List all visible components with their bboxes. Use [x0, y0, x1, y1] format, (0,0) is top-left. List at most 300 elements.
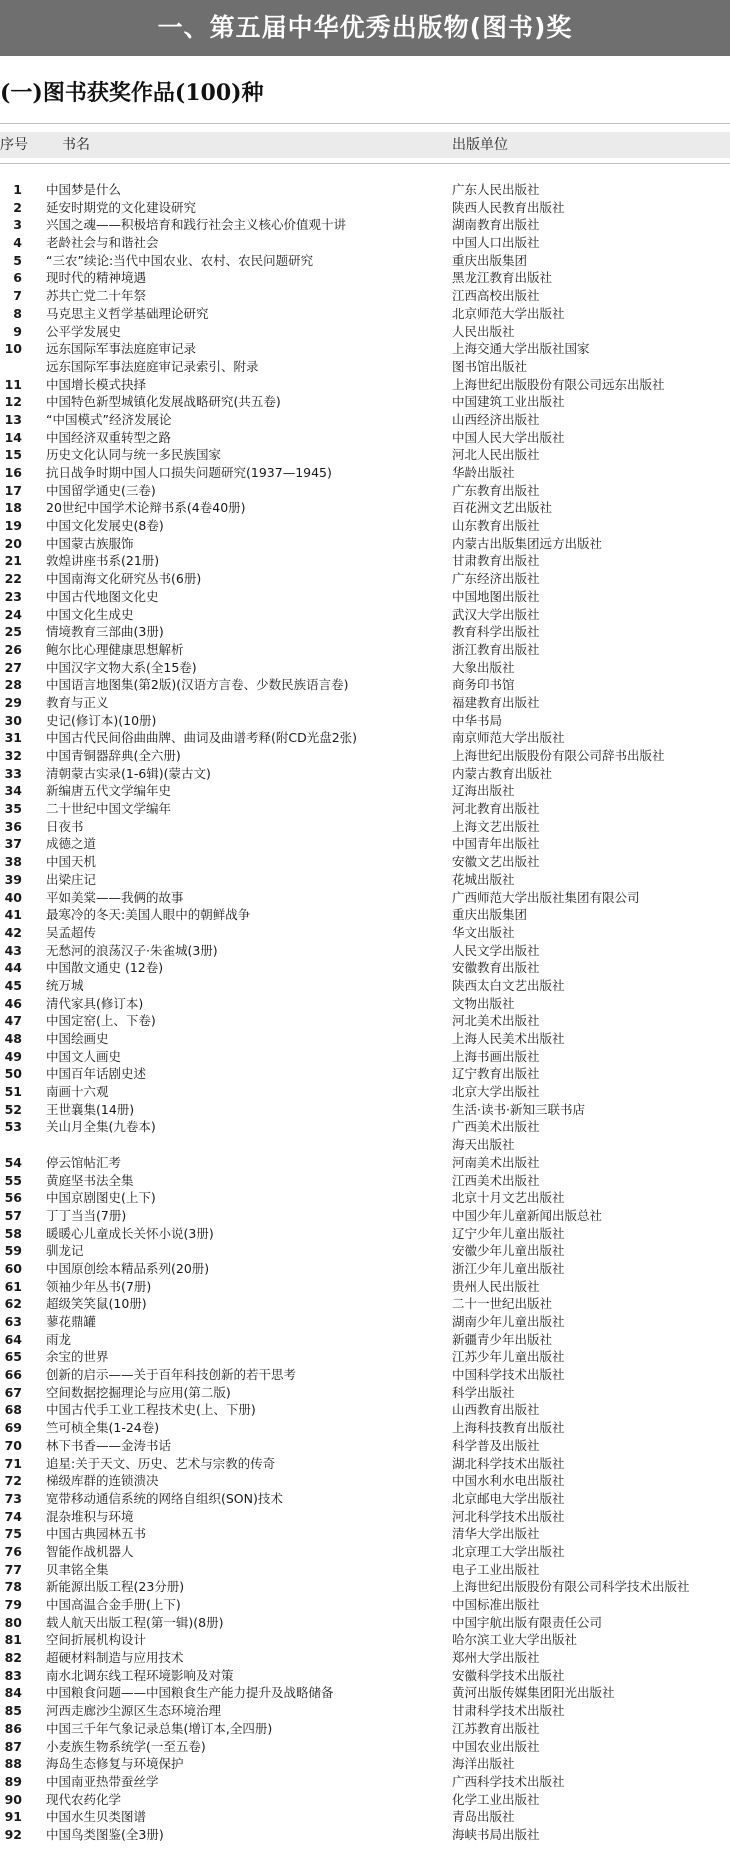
book-title: 中国散文通史 (12卷) [46, 960, 164, 976]
row-number: 71 [4, 1455, 22, 1471]
publisher-name: 清华大学出版社 [452, 1526, 540, 1542]
publisher-name: 浙江教育出版社 [452, 641, 540, 657]
book-title: 中国古代地图文化史 [46, 588, 159, 604]
table-row [0, 1260, 730, 1278]
table-row [0, 305, 730, 323]
row-number: 48 [4, 1031, 22, 1046]
book-title: 清代家具(修订本) [46, 995, 144, 1011]
table-row [0, 747, 730, 765]
row-number: 81 [4, 1632, 22, 1648]
table-row [0, 1667, 730, 1685]
table-row [0, 782, 730, 800]
publisher-name: 广西科学技术出版社 [452, 1773, 565, 1789]
table-row [0, 1366, 730, 1384]
book-title: 空间数据挖掘理论与应用(第二版) [46, 1384, 231, 1400]
publisher-name: 新疆青少年出版社 [452, 1331, 553, 1347]
row-number: 38 [4, 854, 22, 870]
table-row [0, 1189, 730, 1207]
row-number: 42 [4, 924, 22, 940]
book-title: 追星:关于天文、历史、艺术与宗教的传奇 [46, 1455, 276, 1471]
table-row [0, 1720, 730, 1738]
row-number: 72 [4, 1473, 22, 1489]
book-title: 情境教育三部曲(3册) [46, 624, 164, 640]
publisher-name: 上海书画出版社 [452, 1048, 540, 1064]
row-number: 26 [4, 641, 22, 657]
book-title: 中国百年话剧史述 [46, 1066, 147, 1082]
publisher-name: 南京师范大学出版社 [452, 730, 565, 746]
publisher-name: 电子工业出版社 [452, 1561, 540, 1577]
row-number: 90 [4, 1791, 22, 1807]
table-row [0, 1773, 730, 1791]
publisher-name: 广东教育出版社 [452, 482, 540, 498]
table-row [0, 641, 730, 659]
book-title: 现时代的精神境遇 [46, 270, 147, 286]
publisher-name: 科学出版社 [452, 1384, 515, 1400]
row-number: 74 [4, 1508, 22, 1524]
table-row [0, 871, 730, 889]
publisher-name: 福建教育出版社 [452, 694, 540, 710]
table-row [0, 1065, 730, 1083]
table-row [0, 393, 730, 411]
publisher-name: 上海世纪出版股份有限公司远东出版社 [452, 376, 665, 392]
table-row [0, 835, 730, 853]
book-title: 蓼花鼎罐 [46, 1314, 97, 1329]
table-row [0, 924, 730, 942]
table-row [0, 1401, 730, 1419]
table-row [0, 199, 730, 217]
row-number: 56 [4, 1190, 22, 1206]
table-row [0, 1614, 730, 1632]
book-title: 中国留学通史(三卷) [46, 482, 156, 498]
publisher-name: 上海世纪出版股份有限公司科学技术出版社 [452, 1579, 690, 1595]
row-number: 55 [4, 1172, 22, 1188]
publisher-name: 安徽少年儿童出版社 [452, 1243, 565, 1259]
publisher-name: 北京理工大学出版社 [452, 1543, 565, 1559]
book-title: 中国原创绘本精品系列(20册) [46, 1260, 210, 1276]
book-title: 教育与正义 [46, 694, 109, 710]
book-title: 中国文化发展史(8卷) [46, 518, 164, 534]
table-row [0, 588, 730, 606]
publisher-name: 中国少年儿童新闻出版总社 [452, 1207, 603, 1223]
table-row [0, 287, 730, 305]
row-number: 63 [4, 1314, 22, 1329]
row-number: 52 [4, 1101, 22, 1117]
book-title: 南画十六观 [46, 1084, 109, 1100]
row-number: 91 [4, 1809, 22, 1825]
row-number: 32 [4, 748, 22, 763]
table-row [0, 340, 730, 358]
book-title: 黄庭坚书法全集 [46, 1172, 134, 1188]
row-number: 65 [4, 1349, 22, 1365]
row-number: 79 [4, 1597, 22, 1612]
book-title: 梯级库群的连锁溃决 [46, 1473, 159, 1489]
row-number: 14 [4, 429, 22, 445]
table-row [0, 1808, 730, 1826]
row-number: 39 [4, 871, 22, 887]
table-row [0, 853, 730, 871]
row-number: 5 [13, 252, 22, 268]
book-title: 20世纪中国学术论辩书系(4卷40册) [46, 500, 246, 516]
publisher-name: 广东经济出版社 [452, 571, 540, 587]
row-number: 46 [4, 995, 22, 1011]
publisher-name: 人民文学出版社 [452, 942, 540, 958]
book-title: 竺可桢全集(1-24卷) [46, 1420, 160, 1436]
column-header-title: 书名 [62, 137, 90, 153]
publisher-name: 上海科技教育出版社 [452, 1420, 565, 1436]
book-title: 马克思主义哲学基础理论研究 [46, 305, 209, 321]
table-row [0, 676, 730, 694]
row-number: 64 [4, 1331, 22, 1347]
table-row [0, 535, 730, 553]
table-row [0, 712, 730, 730]
publisher-name: 广西美术出版社 [452, 1119, 540, 1135]
publisher-name: 山西经济出版社 [452, 411, 540, 427]
book-title: 丁丁当当(7册) [46, 1207, 127, 1223]
row-number: 57 [4, 1207, 22, 1223]
publisher-name: 广东人民出版社 [452, 182, 540, 197]
row-number: 82 [4, 1650, 22, 1666]
subsection-title: (一)图书获奖作品(100)种 [0, 80, 264, 106]
header-top-rule [0, 123, 730, 124]
table-row [0, 181, 730, 199]
column-header-no: 序号 [0, 137, 28, 153]
book-title: 成德之道 [46, 836, 97, 852]
row-number: 21 [4, 553, 22, 569]
publisher-name: 中国人民大学出版社 [452, 429, 565, 445]
publisher-name: 中国科学技术出版社 [452, 1367, 565, 1383]
book-title: 宽带移动通信系统的网络自组织(SON)技术 [46, 1490, 283, 1506]
table-row [0, 623, 730, 641]
row-number: 4 [13, 235, 22, 251]
book-title: 中国语言地图集(第2版)(汉语方言卷、少数民族语言卷) [46, 677, 349, 693]
row-number: 54 [4, 1154, 22, 1170]
table-row [0, 1136, 730, 1154]
row-number: 85 [4, 1703, 22, 1719]
row-number: 70 [4, 1437, 22, 1453]
table-row [0, 1578, 730, 1596]
row-number: 43 [4, 942, 22, 958]
table-row [0, 1278, 730, 1296]
book-title: 苏共亡党二十年祭 [46, 288, 147, 304]
book-title: 无愁河的浪荡汉子·朱雀城(3册) [46, 942, 218, 958]
publisher-name: 湖南少年儿童出版社 [452, 1314, 565, 1329]
publisher-name: 大象出版社 [452, 659, 515, 675]
publisher-name: 武汉大学出版社 [452, 606, 540, 622]
book-title: 载人航天出版工程(第一辑)(8册) [46, 1614, 224, 1630]
publisher-name: 黑龙江教育出版社 [452, 270, 553, 286]
row-number: 76 [4, 1543, 22, 1559]
row-number: 66 [4, 1367, 22, 1383]
publisher-name: 北京师范大学出版社 [452, 305, 565, 321]
row-number: 37 [4, 836, 22, 852]
book-title: 停云馆帖汇考 [46, 1154, 122, 1170]
book-title: 中国鸟类图鉴(全3册) [46, 1826, 164, 1842]
table-row [0, 1755, 730, 1773]
table-row [0, 269, 730, 287]
row-number: 49 [4, 1048, 22, 1064]
book-title: 创新的启示——关于百年科技创新的若干思考 [46, 1367, 297, 1383]
publisher-name: 内蒙古出版集团远方出版社 [452, 535, 603, 551]
table-row [0, 323, 730, 341]
table-row [0, 1738, 730, 1756]
table-row [0, 818, 730, 836]
book-title: 敦煌讲座书系(21册) [46, 553, 160, 569]
publisher-name: 中国农业出版社 [452, 1738, 540, 1754]
publisher-name: 图书馆出版社 [452, 358, 528, 374]
row-number: 18 [4, 500, 22, 516]
book-title: 兴国之魂——积极培育和践行社会主义核心价值观十讲 [46, 217, 347, 233]
table-row [0, 1172, 730, 1190]
table-row [0, 694, 730, 712]
table-row [0, 1490, 730, 1508]
row-number: 51 [4, 1084, 22, 1100]
publisher-name: 浙江少年儿童出版社 [452, 1260, 565, 1276]
book-title: 雨龙 [46, 1331, 72, 1347]
publisher-name: 安徽文艺出版社 [452, 854, 540, 870]
book-title: 清朝蒙古实录(1-6辑)(蒙古文) [46, 765, 211, 781]
book-title: 河西走廊沙尘源区生态环境治理 [46, 1703, 222, 1719]
publisher-name: 中国人口出版社 [452, 235, 540, 251]
table-row [0, 659, 730, 677]
publisher-name: 花城出版社 [452, 871, 515, 887]
row-number: 80 [4, 1614, 22, 1630]
publisher-name: 哈尔滨工业大学出版社 [452, 1632, 578, 1648]
row-number: 11 [4, 376, 22, 392]
publisher-name: 上海交通大学出版社国家 [452, 341, 590, 357]
book-title: 中国天机 [46, 854, 97, 870]
publisher-name: 山东教育出版社 [452, 518, 540, 534]
table-row [0, 1083, 730, 1101]
table-row [0, 482, 730, 500]
book-title: 领袖少年丛书(7册) [46, 1278, 152, 1294]
table-row [0, 765, 730, 783]
table-row [0, 1225, 730, 1243]
book-title: 超级笑笑鼠(10册) [46, 1296, 147, 1312]
row-number: 77 [4, 1561, 22, 1577]
book-title: 中国蒙古族服饰 [46, 535, 134, 551]
book-title: 中国文人画史 [46, 1048, 122, 1064]
publisher-name: 陕西太白文艺出版社 [452, 977, 565, 993]
row-number: 19 [4, 518, 22, 534]
table-row [0, 906, 730, 924]
publisher-name: 黄河出版传媒集团阳光出版社 [452, 1685, 615, 1701]
table-row [0, 1101, 730, 1119]
book-title: 最寒冷的冬天:美国人眼中的朝鲜战争 [46, 907, 251, 923]
column-header-publisher: 出版单位 [452, 137, 508, 153]
publisher-name: 河北人民出版社 [452, 447, 540, 463]
publisher-name: 北京十月文艺出版社 [452, 1190, 565, 1206]
book-title: “三农”续论:当代中国农业、农村、农民问题研究 [46, 252, 314, 268]
publisher-name: 上海世纪出版股份有限公司辞书出版社 [452, 748, 665, 763]
table-row [0, 1012, 730, 1030]
row-number: 67 [4, 1384, 22, 1400]
publisher-name: 华龄出版社 [452, 465, 515, 480]
table-row [0, 1118, 730, 1136]
publisher-name: 海峡书局出版社 [452, 1826, 540, 1842]
table-row [0, 1543, 730, 1561]
book-title: 中国增长模式抉择 [46, 376, 147, 392]
book-title: 史记(修订本)(10册) [46, 712, 157, 728]
book-title: 关山月全集(九卷本) [46, 1119, 156, 1135]
publisher-name: 科学普及出版社 [452, 1437, 540, 1453]
book-title: 日夜书 [46, 818, 84, 834]
table-row [0, 889, 730, 907]
table-row [0, 429, 730, 447]
row-number: 31 [4, 730, 22, 746]
publisher-name: 安徽教育出版社 [452, 960, 540, 976]
table-row [0, 977, 730, 995]
row-number: 24 [4, 606, 22, 622]
row-number: 53 [4, 1119, 22, 1135]
row-number: 86 [4, 1720, 22, 1736]
publisher-name: 中国地图出版社 [452, 588, 540, 604]
row-number: 12 [4, 394, 22, 410]
table-row [0, 570, 730, 588]
publisher-name: 贵州人民出版社 [452, 1278, 540, 1294]
publisher-name: 湖南教育出版社 [452, 217, 540, 233]
table-row [0, 552, 730, 570]
book-title: 中国青铜器辞典(全六册) [46, 748, 181, 763]
publisher-name: 湖北科学技术出版社 [452, 1455, 565, 1471]
book-title: 二十世纪中国文学编年 [46, 801, 172, 817]
book-title: 中国古代手工业工程技术史(上、下册) [46, 1402, 256, 1418]
section-banner: 一、第五届中华优秀出版物(图书)奖 [0, 0, 730, 56]
table-row [0, 1419, 730, 1437]
row-number: 22 [4, 571, 22, 587]
book-title: 南水北调东线工程环境影响及对策 [46, 1667, 234, 1683]
table-row [0, 1508, 730, 1526]
table-row [0, 959, 730, 977]
table-row [0, 995, 730, 1013]
row-number: 2 [13, 199, 22, 215]
table-row [0, 1791, 730, 1809]
book-title: 现代农药化学 [46, 1791, 122, 1807]
table-row [0, 1331, 730, 1349]
row-number: 59 [4, 1243, 22, 1259]
book-title: 吴孟超传 [46, 924, 97, 940]
table-row [0, 1826, 730, 1844]
book-title: 余宝的世界 [46, 1349, 109, 1365]
row-number: 28 [4, 677, 22, 693]
book-title: 中国古典园林五书 [46, 1526, 147, 1542]
book-title: 公平学发展史 [46, 323, 122, 339]
table-row [0, 1596, 730, 1614]
row-number: 75 [4, 1526, 22, 1542]
row-number: 58 [4, 1225, 22, 1241]
book-title: 远东国际军事法庭庭审记录索引、附录 [46, 358, 259, 374]
row-number: 40 [4, 889, 22, 905]
row-number: 68 [4, 1402, 22, 1418]
row-number: 61 [4, 1278, 22, 1294]
row-number: 23 [4, 588, 22, 604]
book-title: 王世襄集(14册) [46, 1101, 135, 1117]
table-row [0, 1702, 730, 1720]
book-title: 延安时期党的文化建设研究 [46, 199, 197, 215]
publisher-name: 化学工业出版社 [452, 1791, 540, 1807]
table-row [0, 1472, 730, 1490]
row-number: 44 [4, 960, 22, 976]
row-number: 8 [13, 305, 22, 321]
publisher-name: 江苏少年儿童出版社 [452, 1349, 565, 1365]
publisher-name: 内蒙古教育出版社 [452, 765, 553, 781]
table-row [0, 1030, 730, 1048]
publisher-name: 安徽科学技术出版社 [452, 1667, 565, 1683]
publisher-name: 河北科学技术出版社 [452, 1508, 565, 1524]
book-title: 鲍尔比心理健康思想解析 [46, 641, 184, 657]
publisher-name: 广西师范大学出版社集团有限公司 [452, 889, 640, 905]
row-number: 16 [4, 465, 22, 480]
book-title: 林下书香——金涛书话 [46, 1437, 172, 1453]
book-title: 贝聿铭全集 [46, 1561, 109, 1577]
table-row [0, 1631, 730, 1649]
row-number: 25 [4, 624, 22, 640]
publisher-name: 二十一世纪出版社 [452, 1296, 553, 1312]
table-row [0, 1561, 730, 1579]
publisher-name: 中国标准出版社 [452, 1597, 540, 1612]
publisher-name: 河南美术出版社 [452, 1154, 540, 1170]
book-title: 中国特色新型城镇化发展战略研究(共五卷) [46, 394, 281, 410]
row-number: 89 [4, 1773, 22, 1789]
row-number: 3 [13, 217, 22, 233]
publisher-name: 海天出版社 [452, 1137, 515, 1153]
row-number: 13 [4, 411, 22, 427]
book-title: 新编唐五代文学编年史 [46, 783, 172, 799]
row-number: 47 [4, 1013, 22, 1029]
book-title: 老龄社会与和谐社会 [46, 235, 159, 251]
table-row [0, 1384, 730, 1402]
book-title: 远东国际军事法庭庭审记录 [46, 341, 197, 357]
row-number: 69 [4, 1420, 22, 1436]
publisher-name: 重庆出版集团 [452, 252, 528, 268]
publisher-name: 郑州大学出版社 [452, 1650, 540, 1666]
publisher-name: 北京大学出版社 [452, 1084, 540, 1100]
row-number: 92 [4, 1826, 22, 1842]
row-number: 41 [4, 907, 22, 923]
table-row [0, 446, 730, 464]
publisher-name: 生活·读书·新知三联书店 [452, 1101, 585, 1117]
table-row [0, 1649, 730, 1667]
book-title: 中国文化生成史 [46, 606, 134, 622]
publisher-name: 陕西人民教育出版社 [452, 199, 565, 215]
book-title: 驯龙记 [46, 1243, 84, 1259]
publisher-name: 上海人民美术出版社 [452, 1031, 565, 1046]
book-title: 抗日战争时期中国人口损失问题研究(1937—1945) [46, 465, 332, 480]
table-row [0, 464, 730, 482]
header-bottom-rule [0, 163, 730, 164]
book-title: 中国南亚热带蚕丝学 [46, 1773, 159, 1789]
publisher-name: 北京邮电大学出版社 [452, 1490, 565, 1506]
table-row [0, 517, 730, 535]
table-row [0, 606, 730, 624]
row-number: 62 [4, 1296, 22, 1312]
book-title: 海岛生态修复与环境保护 [46, 1756, 184, 1772]
row-number: 15 [4, 447, 22, 463]
publisher-name: 文物出版社 [452, 995, 515, 1011]
row-number: 87 [4, 1738, 22, 1754]
publisher-name: 河北美术出版社 [452, 1013, 540, 1029]
publisher-name: 山西教育出版社 [452, 1402, 540, 1418]
table-row [0, 1437, 730, 1455]
row-number: 45 [4, 977, 22, 993]
row-number: 27 [4, 659, 22, 675]
table-row [0, 1348, 730, 1366]
book-title: 中国水生贝类图谱 [46, 1809, 147, 1825]
book-title: 中国高温合金手册(上下) [46, 1597, 181, 1612]
publisher-name: 商务印书馆 [452, 677, 515, 693]
publisher-name: 人民出版社 [452, 323, 515, 339]
table-row [0, 411, 730, 429]
row-number: 20 [4, 535, 22, 551]
